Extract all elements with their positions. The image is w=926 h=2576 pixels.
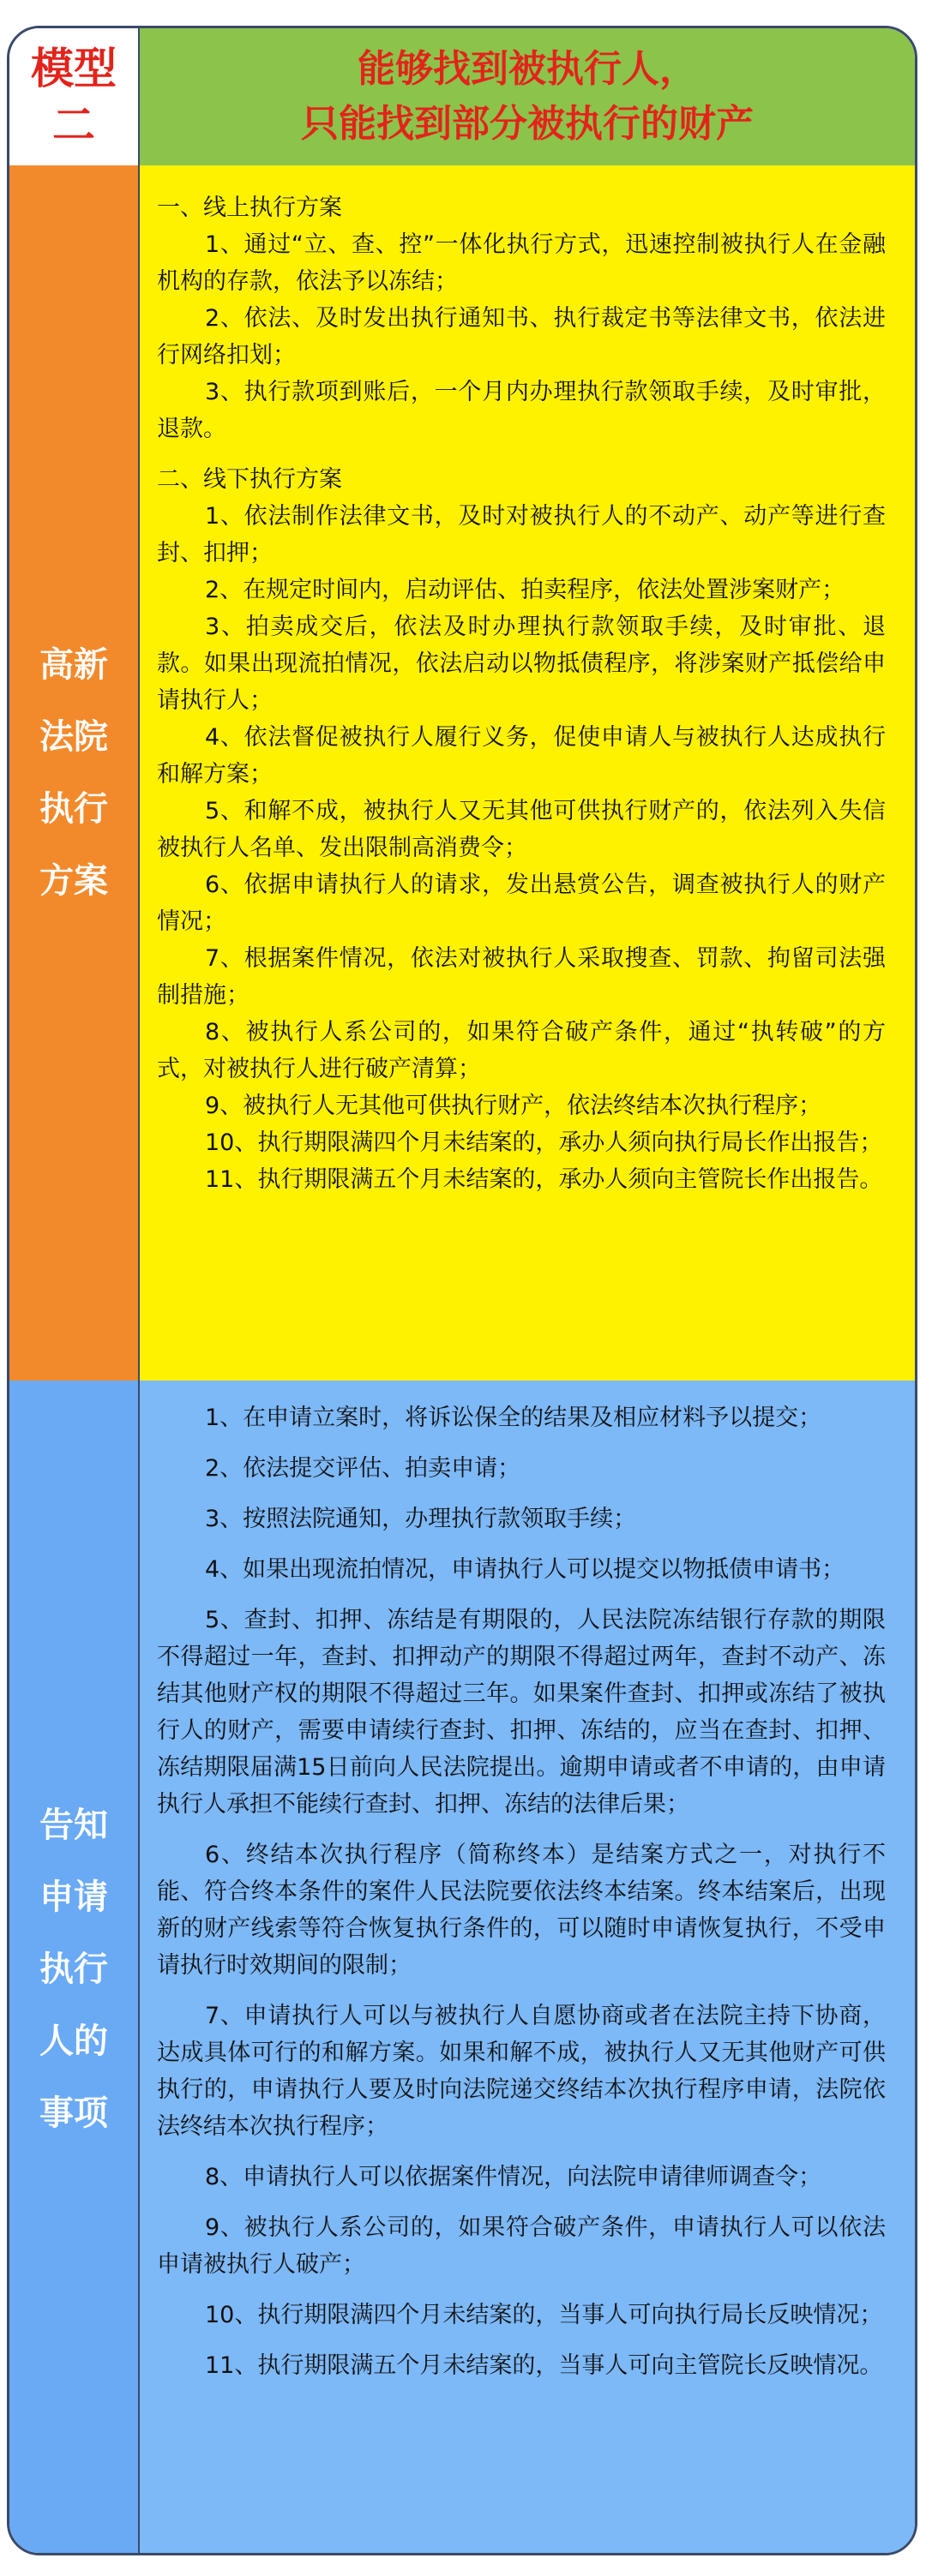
headline-cell	[140, 28, 915, 165]
notice-item: 4、如果出现流拍情况，申请执行人可以提交以物抵债申请书；	[205, 1556, 845, 1583]
offline-item: 1、依法制作法律文书，及时对被执行人的不动产、动产等进行查封、扣押；	[157, 503, 886, 566]
notice-item: 1、在申请立案时，将诉讼保全的结果及相应材料予以提交；	[205, 1405, 822, 1431]
offline-item: 2、在规定时间内，启动评估、拍卖程序，依法处置涉案财产；	[205, 577, 845, 603]
offline-item: 8、被执行人系公司的，如果符合破产条件，通过“执转破”的方式，对被执行人进行破产清算；	[157, 1019, 886, 1082]
notice-side	[9, 1381, 140, 2555]
notice-item: 11、执行期限满五个月未结案的，当事人可向主管院长反映情况。	[205, 2352, 883, 2379]
offline-heading: 二、线下执行方案	[157, 466, 342, 493]
header-row	[9, 28, 915, 167]
notice-item: 8、申请执行人可以依据案件情况，向法院申请律师调查令；	[205, 2164, 822, 2190]
notice-item: 2、依法提交评估、拍卖申请；	[205, 1455, 521, 1482]
court-plan-title: 高新法院执行方案	[39, 645, 108, 901]
offline-item: 5、和解不成，被执行人又无其他可供执行财产的，依法列入失信被执行人名单、发出限制高消费令；	[157, 798, 886, 861]
notice-title: 告知申请执行人的事项	[39, 1806, 108, 2133]
model-card	[7, 26, 917, 2555]
model-label-cell	[9, 28, 140, 165]
online-heading: 一、线上执行方案	[157, 195, 342, 221]
notice-item: 10、执行期限满四个月未结案的，当事人可向执行局长反映情况；	[205, 2302, 883, 2328]
court-plan-section	[9, 165, 915, 1382]
online-item: 1、通过“立、查、控”一体化执行方式，迅速控制被执行人在金融机构的存款，依法予以冻结；	[157, 231, 886, 295]
notice-item: 3、按照法院通知，办理执行款领取手续；	[205, 1506, 637, 1532]
offline-item: 10、执行期限满四个月未结案的，承办人须向执行局长作出报告；	[205, 1129, 883, 1156]
notice-section	[9, 1381, 915, 2555]
headline-line-2: 只能找到部分被执行的财产	[301, 102, 754, 146]
model-label: 模型二	[31, 44, 117, 150]
offline-item: 3、拍卖成交后，依法及时办理执行款领取手续，及时审批、退款。如果出现流拍情况，依法启动以物抵债程序，将涉案财产抵偿给申请执行人；	[157, 614, 886, 714]
notice-item: 9、被执行人系公司的，如果符合破产条件，申请执行人可以依法申请被执行人破产；	[157, 2214, 886, 2278]
offline-item: 6、依据申请执行人的请求，发出悬赏公告，调查被执行人的财产情况；	[157, 872, 886, 935]
court-plan-content	[140, 165, 915, 1381]
online-item: 2、依法、及时发出执行通知书、执行裁定书等法律文书，依法进行网络扣划；	[157, 305, 886, 368]
court-plan-side	[9, 165, 140, 1381]
headline-line-1: 能够找到被执行人，	[358, 47, 697, 91]
offline-item: 7、根据案件情况，依法对被执行人采取搜查、罚款、拘留司法强制措施；	[157, 945, 886, 1009]
notice-item: 5、查封、扣押、冻结是有期限的，人民法院冻结银行存款的期限不得超过一年，查封、扣押动产的期限不得超过两年，查封不动产、冻结其他财产权的期限不得超过三年。如果案件查封、扣押或冻结了被执行人的财产，需要申请续行查封、扣押、冻结的，应当在查封、扣押、冻结期限届满15日前向人民法院提出。逾期申请或者不申请的，由申请执行人承担不能续行查封、扣押、冻结的法律后果；	[157, 1607, 886, 1818]
offline-item: 4、依法督促被执行人履行义务，促使申请人与被执行人达成执行和解方案；	[157, 724, 886, 788]
notice-item: 6、终结本次执行程序（简称终本）是结案方式之一，对执行不能、符合终本条件的案件人民法院要依法终本结案。终本结案后，出现新的财产线索等符合恢复执行条件的，可以随时申请恢复执行，不受申请执行时效期间的限制；	[157, 1842, 886, 1979]
notice-content	[140, 1381, 915, 2555]
offline-item: 11、执行期限满五个月未结案的，承办人须向主管院长作出报告。	[205, 1166, 883, 1193]
notice-item: 7、申请执行人可以与被执行人自愿协商或者在法院主持下协商，达成具体可行的和解方案。如果和解不成，被执行人又无其他财产可供执行的，申请执行人要及时向法院递交终结本次执行程序申请，法院依法终结本次执行程序；	[157, 2003, 886, 2140]
online-item: 3、执行款项到账后，一个月内办理执行款领取手续，及时审批，退款。	[157, 379, 886, 442]
offline-item: 9、被执行人无其他可供执行财产，依法终结本次执行程序；	[205, 1093, 822, 1119]
